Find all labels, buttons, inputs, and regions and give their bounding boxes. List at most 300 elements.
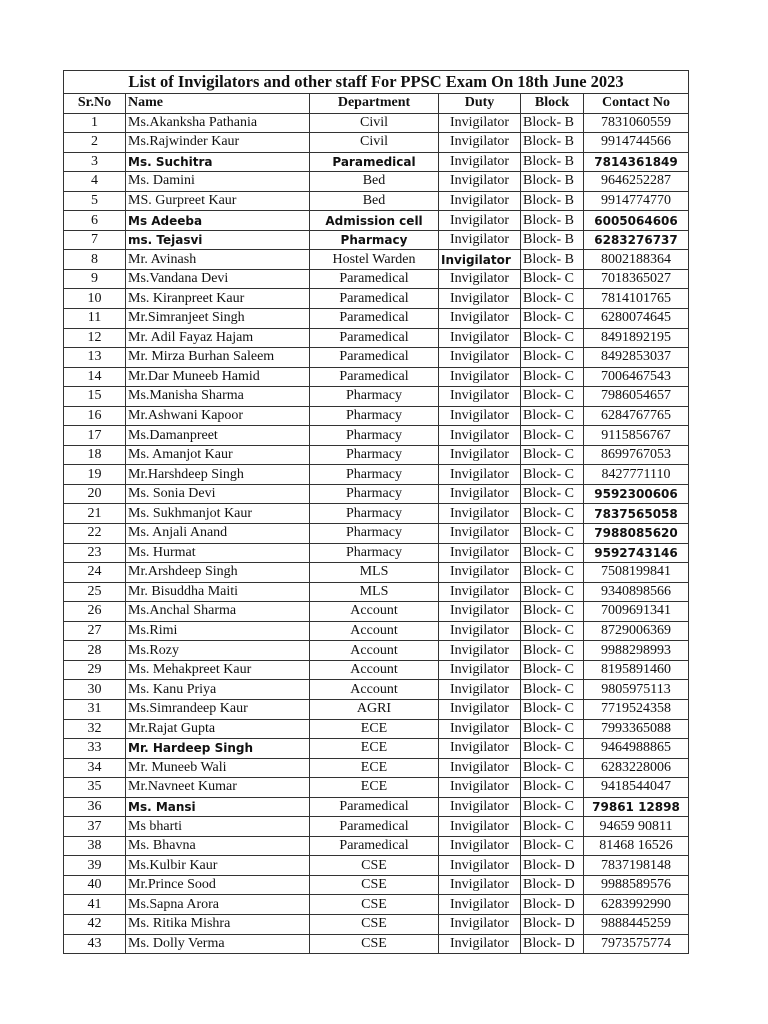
cell-sr-no: 15 — [64, 387, 126, 407]
cell-sr-no: 4 — [64, 172, 126, 192]
cell-contact-no: 81468 16526 — [584, 836, 689, 856]
cell-name: Ms. Damini — [126, 172, 310, 192]
cell-block: Block- C — [521, 797, 584, 817]
cell-name: Ms.Kulbir Kaur — [126, 856, 310, 876]
cell-block: Block- C — [521, 524, 584, 544]
table-row — [64, 328, 689, 348]
cell-contact-no: 9592300606 — [584, 484, 689, 504]
cell-name: Ms.Akanksha Pathania — [126, 113, 310, 133]
cell-block: Block- C — [521, 484, 584, 504]
cell-duty: Invigilator — [439, 875, 521, 895]
table-row — [64, 582, 689, 602]
cell-duty: Invigilator — [439, 348, 521, 368]
cell-contact-no: 7719524358 — [584, 699, 689, 719]
cell-contact-no: 6284767765 — [584, 406, 689, 426]
cell-department: Paramedical — [310, 328, 439, 348]
column-header-name: Name — [126, 94, 310, 114]
cell-sr-no: 32 — [64, 719, 126, 739]
cell-block: Block- C — [521, 543, 584, 563]
cell-department: Civil — [310, 113, 439, 133]
cell-department: Hostel Warden — [310, 250, 439, 270]
table-row — [64, 895, 689, 915]
cell-block: Block- C — [521, 269, 584, 289]
cell-block: Block- C — [521, 309, 584, 329]
cell-sr-no: 41 — [64, 895, 126, 915]
cell-contact-no: 9805975113 — [584, 680, 689, 700]
cell-department: Paramedical — [310, 269, 439, 289]
cell-sr-no: 26 — [64, 602, 126, 622]
cell-contact-no: 7009691341 — [584, 602, 689, 622]
cell-department: Pharmacy — [310, 484, 439, 504]
cell-duty: Invigilator — [439, 426, 521, 446]
cell-block: Block- B — [521, 113, 584, 133]
page-title: List of Invigilators and other staff For PPSC Exam On 18th June 2023 — [64, 71, 689, 94]
cell-name: Ms.Damanpreet — [126, 426, 310, 446]
cell-name: Ms.Anchal Sharma — [126, 602, 310, 622]
cell-name: Ms. Kanu Priya — [126, 680, 310, 700]
cell-duty: Invigilator — [439, 641, 521, 661]
cell-block: Block- C — [521, 680, 584, 700]
cell-sr-no: 34 — [64, 758, 126, 778]
cell-duty: Invigilator — [439, 328, 521, 348]
cell-sr-no: 31 — [64, 699, 126, 719]
cell-duty: Invigilator — [439, 465, 521, 485]
cell-department: Pharmacy — [310, 230, 439, 250]
cell-department: MLS — [310, 563, 439, 583]
cell-block: Block- B — [521, 211, 584, 231]
table-row — [64, 817, 689, 837]
cell-duty: Invigilator — [439, 602, 521, 622]
cell-department: Pharmacy — [310, 543, 439, 563]
cell-sr-no: 6 — [64, 211, 126, 231]
table-row — [64, 621, 689, 641]
cell-department: Account — [310, 660, 439, 680]
cell-department: ECE — [310, 739, 439, 759]
cell-department: Pharmacy — [310, 465, 439, 485]
cell-name: Ms. Bhavna — [126, 836, 310, 856]
cell-sr-no: 28 — [64, 641, 126, 661]
cell-contact-no: 8491892195 — [584, 328, 689, 348]
cell-sr-no: 16 — [64, 406, 126, 426]
cell-contact-no: 9464988865 — [584, 739, 689, 759]
cell-name: Ms. Mehakpreet Kaur — [126, 660, 310, 680]
cell-sr-no: 37 — [64, 817, 126, 837]
table-row — [64, 660, 689, 680]
table-row — [64, 367, 689, 387]
cell-contact-no: 8427771110 — [584, 465, 689, 485]
cell-contact-no: 7018365027 — [584, 269, 689, 289]
cell-contact-no: 9988589576 — [584, 875, 689, 895]
cell-department: Pharmacy — [310, 445, 439, 465]
cell-duty: Invigilator — [439, 699, 521, 719]
cell-sr-no: 42 — [64, 914, 126, 934]
cell-name: Mr.Ashwani Kapoor — [126, 406, 310, 426]
table-row — [64, 758, 689, 778]
cell-contact-no: 9418544047 — [584, 778, 689, 798]
cell-duty: Invigilator — [439, 582, 521, 602]
table-row — [64, 211, 689, 231]
table-row — [64, 875, 689, 895]
cell-duty: Invigilator — [439, 387, 521, 407]
cell-name: Ms bharti — [126, 817, 310, 837]
cell-block: Block- C — [521, 289, 584, 309]
cell-sr-no: 19 — [64, 465, 126, 485]
cell-duty: Invigilator — [439, 914, 521, 934]
table-row — [64, 543, 689, 563]
cell-name: Ms.Sapna Arora — [126, 895, 310, 915]
cell-name: Mr.Dar Muneeb Hamid — [126, 367, 310, 387]
cell-department: Account — [310, 641, 439, 661]
cell-name: Mr. Mirza Burhan Saleem — [126, 348, 310, 368]
cell-duty: Invigilator — [439, 934, 521, 954]
cell-department: Pharmacy — [310, 504, 439, 524]
cell-block: Block- C — [521, 348, 584, 368]
cell-department: Paramedical — [310, 289, 439, 309]
cell-sr-no: 29 — [64, 660, 126, 680]
cell-name: Mr.Simranjeet Singh — [126, 309, 310, 329]
cell-duty: Invigilator — [439, 445, 521, 465]
cell-duty: Invigilator — [439, 211, 521, 231]
cell-block: Block- D — [521, 934, 584, 954]
cell-department: Admission cell — [310, 211, 439, 231]
cell-department: Paramedical — [310, 817, 439, 837]
table-row — [64, 739, 689, 759]
cell-duty: Invigilator — [439, 152, 521, 172]
cell-block: Block- D — [521, 856, 584, 876]
cell-duty: Invigilator — [439, 895, 521, 915]
table-row — [64, 172, 689, 192]
cell-name: Ms. Sukhmanjot Kaur — [126, 504, 310, 524]
cell-name: Mr. Hardeep Singh — [126, 739, 310, 759]
cell-block: Block- C — [521, 406, 584, 426]
cell-contact-no: 7831060559 — [584, 113, 689, 133]
cell-sr-no: 33 — [64, 739, 126, 759]
cell-department: CSE — [310, 895, 439, 915]
cell-contact-no: 8699767053 — [584, 445, 689, 465]
cell-contact-no: 8002188364 — [584, 250, 689, 270]
invigilator-table — [63, 70, 689, 954]
cell-sr-no: 40 — [64, 875, 126, 895]
cell-contact-no: 6283992990 — [584, 895, 689, 915]
cell-name: Ms Adeeba — [126, 211, 310, 231]
cell-department: Paramedical — [310, 309, 439, 329]
table-row — [64, 914, 689, 934]
table-row — [64, 309, 689, 329]
cell-department: ECE — [310, 778, 439, 798]
cell-name: Ms. Anjali Anand — [126, 524, 310, 544]
cell-name: Ms. Ritika Mishra — [126, 914, 310, 934]
cell-department: AGRI — [310, 699, 439, 719]
table-row — [64, 641, 689, 661]
cell-name: Mr. Avinash — [126, 250, 310, 270]
cell-sr-no: 10 — [64, 289, 126, 309]
cell-sr-no: 27 — [64, 621, 126, 641]
cell-department: ECE — [310, 719, 439, 739]
cell-department: MLS — [310, 582, 439, 602]
column-header-block: Block — [521, 94, 584, 114]
cell-department: Bed — [310, 191, 439, 211]
cell-contact-no: 9646252287 — [584, 172, 689, 192]
table-row — [64, 856, 689, 876]
cell-block: Block- C — [521, 641, 584, 661]
cell-name: Ms. Dolly Verma — [126, 934, 310, 954]
cell-block: Block- B — [521, 250, 584, 270]
cell-name: Ms. Suchitra — [126, 152, 310, 172]
cell-department: Account — [310, 680, 439, 700]
cell-name: Mr.Navneet Kumar — [126, 778, 310, 798]
cell-department: CSE — [310, 934, 439, 954]
cell-duty: Invigilator — [439, 289, 521, 309]
cell-sr-no: 7 — [64, 230, 126, 250]
cell-contact-no: 6283228006 — [584, 758, 689, 778]
cell-contact-no: 7837198148 — [584, 856, 689, 876]
table-row — [64, 484, 689, 504]
table-row — [64, 348, 689, 368]
table-row — [64, 504, 689, 524]
cell-department: ECE — [310, 758, 439, 778]
cell-contact-no: 9914774770 — [584, 191, 689, 211]
table-row — [64, 406, 689, 426]
cell-duty: Invigilator — [439, 230, 521, 250]
cell-name: Ms.Manisha Sharma — [126, 387, 310, 407]
cell-sr-no: 22 — [64, 524, 126, 544]
cell-sr-no: 21 — [64, 504, 126, 524]
table-row — [64, 230, 689, 250]
cell-sr-no: 23 — [64, 543, 126, 563]
cell-sr-no: 24 — [64, 563, 126, 583]
cell-block: Block- C — [521, 719, 584, 739]
cell-duty: Invigilator — [439, 758, 521, 778]
column-header-sr-no: Sr.No — [64, 94, 126, 114]
cell-department: Pharmacy — [310, 406, 439, 426]
cell-name: Ms.Rozy — [126, 641, 310, 661]
cell-block: Block- D — [521, 895, 584, 915]
cell-contact-no: 79861 12898 — [584, 797, 689, 817]
table-row — [64, 113, 689, 133]
cell-contact-no: 7993365088 — [584, 719, 689, 739]
table-row — [64, 563, 689, 583]
cell-sr-no: 25 — [64, 582, 126, 602]
cell-duty: Invigilator — [439, 113, 521, 133]
cell-contact-no: 6283276737 — [584, 230, 689, 250]
cell-duty: Invigilator — [439, 680, 521, 700]
cell-name: Ms. Mansi — [126, 797, 310, 817]
table-row — [64, 719, 689, 739]
table-row — [64, 797, 689, 817]
cell-sr-no: 36 — [64, 797, 126, 817]
cell-duty: Invigilator — [439, 817, 521, 837]
cell-block: Block- C — [521, 563, 584, 583]
cell-contact-no: 9988298993 — [584, 641, 689, 661]
cell-name: MS. Gurpreet Kaur — [126, 191, 310, 211]
cell-department: CSE — [310, 914, 439, 934]
cell-sr-no: 13 — [64, 348, 126, 368]
cell-contact-no: 7973575774 — [584, 934, 689, 954]
cell-duty: Invigilator — [439, 250, 521, 270]
cell-contact-no: 9888445259 — [584, 914, 689, 934]
cell-contact-no: 7814361849 — [584, 152, 689, 172]
cell-contact-no: 9115856767 — [584, 426, 689, 446]
cell-duty: Invigilator — [439, 133, 521, 153]
cell-department: CSE — [310, 856, 439, 876]
cell-block: Block- C — [521, 504, 584, 524]
table-row — [64, 250, 689, 270]
cell-sr-no: 43 — [64, 934, 126, 954]
cell-duty: Invigilator — [439, 309, 521, 329]
cell-department: Paramedical — [310, 152, 439, 172]
cell-name: Ms. Sonia Devi — [126, 484, 310, 504]
cell-duty: Invigilator — [439, 504, 521, 524]
table-row — [64, 524, 689, 544]
cell-sr-no: 3 — [64, 152, 126, 172]
cell-sr-no: 20 — [64, 484, 126, 504]
table-body — [64, 113, 689, 954]
cell-duty: Invigilator — [439, 836, 521, 856]
cell-department: Account — [310, 602, 439, 622]
table-row — [64, 465, 689, 485]
cell-name: Ms. Amanjot Kaur — [126, 445, 310, 465]
cell-duty: Invigilator — [439, 524, 521, 544]
cell-contact-no: 6280074645 — [584, 309, 689, 329]
cell-block: Block- C — [521, 582, 584, 602]
cell-name: Ms.Vandana Devi — [126, 269, 310, 289]
cell-department: Bed — [310, 172, 439, 192]
cell-name: Ms.Simrandeep Kaur — [126, 699, 310, 719]
cell-department: Paramedical — [310, 836, 439, 856]
cell-name: Mr.Arshdeep Singh — [126, 563, 310, 583]
table-row — [64, 289, 689, 309]
cell-block: Block- C — [521, 445, 584, 465]
cell-sr-no: 9 — [64, 269, 126, 289]
cell-department: Paramedical — [310, 367, 439, 387]
cell-contact-no: 9592743146 — [584, 543, 689, 563]
cell-duty: Invigilator — [439, 191, 521, 211]
cell-contact-no: 8729006369 — [584, 621, 689, 641]
cell-name: Ms. Kiranpreet Kaur — [126, 289, 310, 309]
cell-department: CSE — [310, 875, 439, 895]
cell-duty: Invigilator — [439, 563, 521, 583]
cell-contact-no: 7837565058 — [584, 504, 689, 524]
cell-duty: Invigilator — [439, 172, 521, 192]
cell-contact-no: 8492853037 — [584, 348, 689, 368]
cell-duty: Invigilator — [439, 739, 521, 759]
cell-duty: Invigilator — [439, 543, 521, 563]
table-row — [64, 445, 689, 465]
cell-block: Block- C — [521, 778, 584, 798]
column-header-contact-no: Contact No — [584, 94, 689, 114]
cell-name: ms. Tejasvi — [126, 230, 310, 250]
cell-block: Block- B — [521, 172, 584, 192]
cell-sr-no: 14 — [64, 367, 126, 387]
cell-block: Block- C — [521, 817, 584, 837]
cell-block: Block- C — [521, 426, 584, 446]
cell-duty: Invigilator — [439, 367, 521, 387]
cell-department: Account — [310, 621, 439, 641]
table-row — [64, 699, 689, 719]
cell-department: Paramedical — [310, 348, 439, 368]
column-header-duty: Duty — [439, 94, 521, 114]
cell-block: Block- B — [521, 191, 584, 211]
cell-duty: Invigilator — [439, 719, 521, 739]
cell-block: Block- B — [521, 230, 584, 250]
cell-block: Block- C — [521, 367, 584, 387]
cell-contact-no: 7986054657 — [584, 387, 689, 407]
cell-sr-no: 11 — [64, 309, 126, 329]
cell-block: Block- C — [521, 660, 584, 680]
cell-sr-no: 8 — [64, 250, 126, 270]
cell-contact-no: 94659 90811 — [584, 817, 689, 837]
cell-sr-no: 2 — [64, 133, 126, 153]
cell-sr-no: 5 — [64, 191, 126, 211]
cell-department: Pharmacy — [310, 426, 439, 446]
cell-block: Block- B — [521, 152, 584, 172]
cell-contact-no: 9914744566 — [584, 133, 689, 153]
table-row — [64, 602, 689, 622]
cell-block: Block- B — [521, 133, 584, 153]
cell-duty: Invigilator — [439, 269, 521, 289]
cell-block: Block- C — [521, 739, 584, 759]
cell-name: Mr. Muneeb Wali — [126, 758, 310, 778]
cell-sr-no: 30 — [64, 680, 126, 700]
cell-block: Block- C — [521, 387, 584, 407]
table-header-row — [64, 94, 689, 114]
cell-block: Block- D — [521, 875, 584, 895]
cell-name: Mr. Bisuddha Maiti — [126, 582, 310, 602]
cell-department: Civil — [310, 133, 439, 153]
cell-contact-no: 7508199841 — [584, 563, 689, 583]
cell-sr-no: 17 — [64, 426, 126, 446]
cell-contact-no: 9340898566 — [584, 582, 689, 602]
cell-contact-no: 7006467543 — [584, 367, 689, 387]
cell-name: Mr.Rajat Gupta — [126, 719, 310, 739]
table-row — [64, 680, 689, 700]
table-row — [64, 934, 689, 954]
table-row — [64, 836, 689, 856]
cell-sr-no: 35 — [64, 778, 126, 798]
table-row — [64, 778, 689, 798]
cell-duty: Invigilator — [439, 406, 521, 426]
cell-block: Block- D — [521, 914, 584, 934]
cell-duty: Invigilator — [439, 856, 521, 876]
cell-contact-no: 7814101765 — [584, 289, 689, 309]
cell-name: Ms.Rajwinder Kaur — [126, 133, 310, 153]
cell-block: Block- C — [521, 465, 584, 485]
cell-block: Block- C — [521, 328, 584, 348]
cell-block: Block- C — [521, 602, 584, 622]
table-row — [64, 387, 689, 407]
table-row — [64, 152, 689, 172]
cell-block: Block- C — [521, 758, 584, 778]
cell-sr-no: 18 — [64, 445, 126, 465]
cell-sr-no: 38 — [64, 836, 126, 856]
column-header-department: Department — [310, 94, 439, 114]
cell-duty: Invigilator — [439, 621, 521, 641]
cell-block: Block- C — [521, 621, 584, 641]
cell-duty: Invigilator — [439, 484, 521, 504]
cell-department: Paramedical — [310, 797, 439, 817]
cell-name: Mr.Prince Sood — [126, 875, 310, 895]
cell-name: Ms.Rimi — [126, 621, 310, 641]
cell-department: Pharmacy — [310, 524, 439, 544]
cell-name: Ms. Hurmat — [126, 543, 310, 563]
cell-duty: Invigilator — [439, 797, 521, 817]
table-row — [64, 269, 689, 289]
cell-name: Mr.Harshdeep Singh — [126, 465, 310, 485]
cell-duty: Invigilator — [439, 660, 521, 680]
cell-sr-no: 39 — [64, 856, 126, 876]
cell-block: Block- C — [521, 699, 584, 719]
cell-block: Block- C — [521, 836, 584, 856]
